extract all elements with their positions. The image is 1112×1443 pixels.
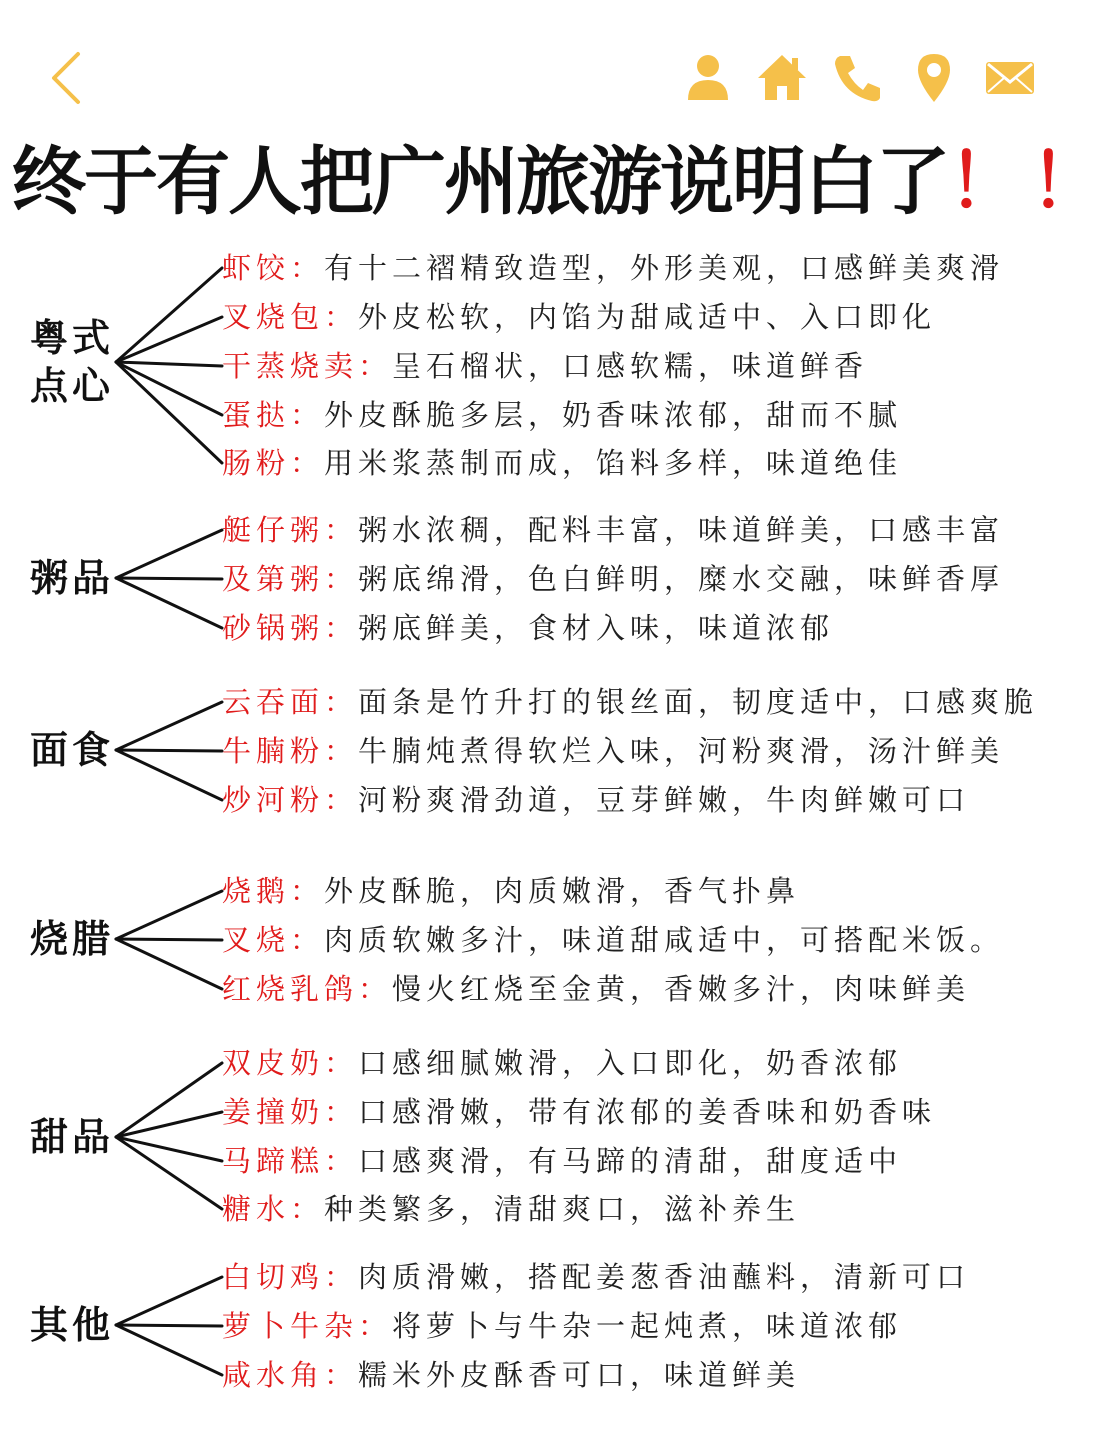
food-item-desc: 外皮酥脆，肉质嫩滑，香气扑鼻 bbox=[324, 874, 801, 908]
food-item-desc: 外皮松软，内馅为甜咸适中、入口即化 bbox=[358, 300, 937, 334]
food-item-name: 红烧乳鸽： bbox=[222, 972, 393, 1006]
food-item-name: 烧鹅： bbox=[222, 874, 325, 908]
food-item bbox=[222, 1039, 902, 1087]
food-item bbox=[222, 1253, 970, 1301]
chevron-left-icon bbox=[40, 48, 100, 108]
food-item-name: 马蹄糕： bbox=[222, 1144, 359, 1178]
section-label-line: 面食 bbox=[30, 728, 115, 772]
location-pin-icon[interactable] bbox=[906, 50, 962, 106]
food-item bbox=[222, 391, 902, 439]
food-item bbox=[222, 1088, 936, 1136]
branch-line bbox=[116, 268, 222, 362]
food-item-name: 艇仔粥： bbox=[222, 513, 359, 547]
food-item-desc: 肉质软嫩多汁，味道甜咸适中，可搭配米饭。 bbox=[324, 923, 1005, 957]
food-item bbox=[222, 244, 1004, 292]
food-item-desc: 呈石榴状，口感软糯，味道鲜香 bbox=[392, 349, 869, 383]
branch-lines bbox=[0, 1253, 240, 1411]
branch-line bbox=[116, 1277, 222, 1325]
section-label-line: 粤式 bbox=[30, 316, 115, 360]
food-item-name: 蛋挞： bbox=[222, 398, 325, 432]
branch-line bbox=[116, 578, 222, 628]
food-item-name: 肠粉： bbox=[222, 446, 325, 480]
food-item-name: 干蒸烧卖： bbox=[222, 349, 393, 383]
food-item bbox=[222, 727, 1004, 775]
food-item bbox=[222, 1302, 902, 1350]
branch-lines bbox=[0, 678, 240, 836]
branch-line bbox=[116, 939, 222, 989]
food-item-name: 虾饺： bbox=[222, 251, 325, 285]
food-item-desc: 种类繁多，清甜爽口，滋补养生 bbox=[324, 1192, 801, 1226]
food-item-name: 叉烧包： bbox=[222, 300, 359, 334]
branch-lines bbox=[0, 244, 240, 499]
section-label-line: 烧腊 bbox=[30, 917, 115, 961]
section-label-line: 甜品 bbox=[30, 1115, 115, 1159]
food-item-desc: 将萝卜与牛杂一起炖煮，味道浓郁 bbox=[392, 1309, 903, 1343]
branch-line bbox=[116, 530, 222, 578]
food-item bbox=[222, 604, 834, 652]
food-item-desc: 外皮酥脆多层，奶香味浓郁，甜而不腻 bbox=[324, 398, 903, 432]
food-item bbox=[222, 1185, 800, 1233]
branch-line bbox=[116, 1325, 222, 1326]
food-item-desc: 口感滑嫩，带有浓郁的姜香味和奶香味 bbox=[358, 1095, 937, 1129]
section-label-line: 点心 bbox=[30, 364, 115, 408]
page-title bbox=[12, 132, 1112, 232]
food-item-desc: 糯米外皮酥香可口，味道鲜美 bbox=[358, 1358, 801, 1392]
mail-icon[interactable] bbox=[982, 50, 1038, 106]
food-item bbox=[222, 1351, 800, 1399]
top-icon-bar bbox=[680, 50, 1040, 110]
food-item-name: 砂锅粥： bbox=[222, 611, 359, 645]
food-item-desc: 口感细腻嫩滑，入口即化，奶香浓郁 bbox=[358, 1046, 903, 1080]
food-item-name: 炒河粉： bbox=[222, 783, 359, 817]
food-item-name: 白切鸡： bbox=[222, 1260, 359, 1294]
branch-lines bbox=[0, 506, 240, 664]
title-emphasis: ！！ bbox=[948, 139, 1112, 225]
food-item bbox=[222, 342, 868, 390]
branch-line bbox=[116, 750, 222, 751]
food-item-desc: 牛腩炖煮得软烂入味，河粉爽滑，汤汁鲜美 bbox=[358, 734, 1005, 768]
food-item bbox=[222, 965, 970, 1013]
branch-line bbox=[116, 362, 222, 463]
food-item bbox=[222, 916, 1004, 964]
food-item-name: 双皮奶： bbox=[222, 1046, 359, 1080]
title-text: 终于有人把广州旅游说明白了 bbox=[12, 139, 948, 225]
branch-line bbox=[116, 317, 222, 362]
food-item-desc: 口感爽滑，有马蹄的清甜，甜度适中 bbox=[358, 1144, 903, 1178]
food-item-desc: 粥底鲜美，食材入味，味道浓郁 bbox=[358, 611, 835, 645]
food-item-name: 姜撞奶： bbox=[222, 1095, 359, 1129]
food-item bbox=[222, 678, 1038, 726]
branch-line bbox=[116, 702, 222, 750]
back-button[interactable] bbox=[40, 48, 100, 108]
food-item-desc: 河粉爽滑劲道，豆芽鲜嫩，牛肉鲜嫩可口 bbox=[358, 783, 971, 817]
branch-line bbox=[116, 578, 222, 579]
home-icon[interactable] bbox=[754, 50, 810, 106]
food-item bbox=[222, 439, 902, 487]
branch-lines bbox=[0, 1039, 240, 1245]
branch-line bbox=[116, 362, 222, 415]
food-item-name: 及第粥： bbox=[222, 562, 359, 596]
branch-line bbox=[116, 750, 222, 800]
food-item bbox=[222, 1137, 902, 1185]
food-item-desc: 慢火红烧至金黄，香嫩多汁，肉味鲜美 bbox=[392, 972, 971, 1006]
food-item-name: 萝卜牛杂： bbox=[222, 1309, 393, 1343]
food-item-name: 咸水角： bbox=[222, 1358, 359, 1392]
section-label-line: 其他 bbox=[30, 1303, 115, 1347]
branch-line bbox=[116, 891, 222, 939]
food-item-name: 糖水： bbox=[222, 1192, 325, 1226]
food-item bbox=[222, 506, 1004, 554]
food-item-name: 叉烧： bbox=[222, 923, 325, 957]
food-item bbox=[222, 867, 800, 915]
food-item-desc: 面条是竹升打的银丝面，韧度适中，口感爽脆 bbox=[358, 685, 1039, 719]
section-label-line: 粥品 bbox=[30, 556, 115, 600]
branch-line bbox=[116, 1325, 222, 1375]
food-item bbox=[222, 293, 936, 341]
food-item-desc: 粥水浓稠，配料丰富，味道鲜美，口感丰富 bbox=[358, 513, 1005, 547]
food-item-name: 云吞面： bbox=[222, 685, 359, 719]
food-item bbox=[222, 776, 970, 824]
food-item-name: 牛腩粉： bbox=[222, 734, 359, 768]
food-item bbox=[222, 555, 1004, 603]
branch-lines bbox=[0, 867, 240, 1025]
branch-line bbox=[116, 362, 222, 366]
branch-line bbox=[116, 939, 222, 940]
food-item-desc: 肉质滑嫩，搭配姜葱香油蘸料，清新可口 bbox=[358, 1260, 971, 1294]
food-item-desc: 用米浆蒸制而成，馅料多样，味道绝佳 bbox=[324, 446, 903, 480]
food-item-desc: 粥底绵滑，色白鲜明，糜水交融，味鲜香厚 bbox=[358, 562, 1005, 596]
person-icon[interactable] bbox=[680, 50, 736, 106]
food-item-desc: 有十二褶精致造型，外形美观，口感鲜美爽滑 bbox=[324, 251, 1005, 285]
phone-icon[interactable] bbox=[830, 50, 886, 106]
